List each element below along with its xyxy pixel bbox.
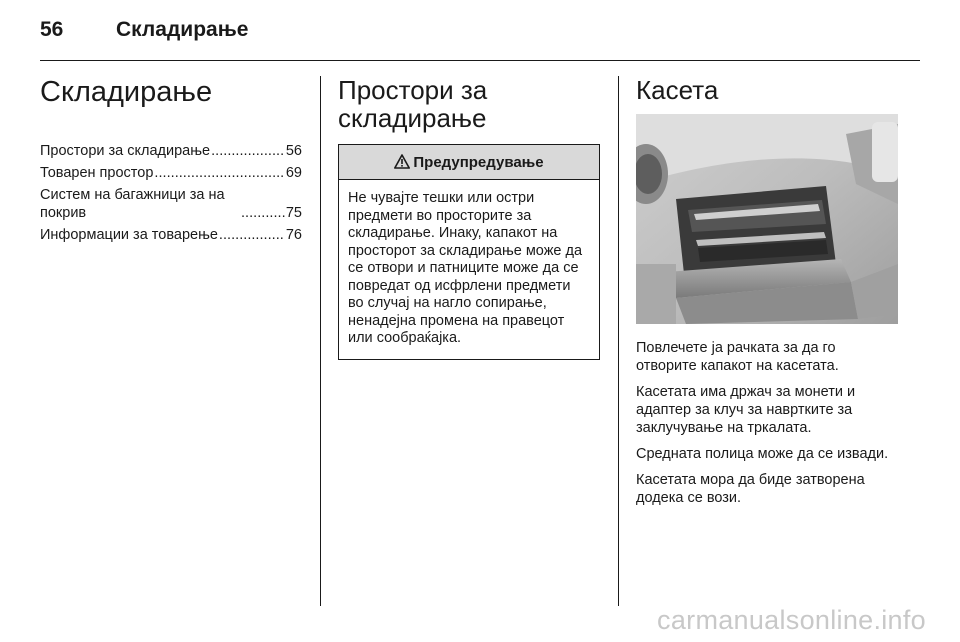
column-divider-2 bbox=[618, 76, 619, 606]
warning-box bbox=[338, 144, 600, 360]
toc-leader-dots bbox=[219, 226, 285, 244]
toc-entry-title[interactable]: Товарен простор bbox=[40, 165, 154, 181]
watermark: carmanualsonline.info bbox=[657, 605, 926, 635]
toc-entry-title[interactable]: Систем на багажници за на покрив bbox=[40, 187, 225, 221]
header-rule bbox=[40, 60, 920, 61]
page-header bbox=[40, 18, 248, 42]
toc-entry-title[interactable]: Простори за складирање bbox=[40, 143, 211, 159]
toc-entry[interactable] bbox=[40, 142, 302, 160]
toc-leader-dots bbox=[241, 204, 285, 222]
toc-entry-page[interactable]: 76 bbox=[285, 227, 302, 243]
paragraph: Касетата има држач за монети и адаптер за клуч за навртките за заклучување на тркалата. bbox=[636, 384, 856, 436]
toc-entry-page[interactable]: 56 bbox=[285, 143, 302, 159]
chapter-title: Складирање bbox=[40, 76, 213, 108]
toc-leader-dots bbox=[154, 164, 284, 182]
glovebox-photo bbox=[636, 114, 898, 324]
section-title: Складирање bbox=[116, 18, 249, 41]
warning-triangle-icon bbox=[394, 154, 410, 169]
section-heading-glovebox: Касета bbox=[636, 75, 719, 105]
toc-entry[interactable] bbox=[40, 226, 302, 244]
glovebox-column bbox=[636, 76, 898, 515]
paragraph: Средната полица може да се извади. bbox=[636, 446, 889, 462]
paragraph: Касетата мора да биде затворена додека се вози. bbox=[636, 472, 865, 506]
column-divider-1 bbox=[320, 76, 321, 606]
warning-heading: Предупредување bbox=[413, 154, 544, 171]
toc-entry-page[interactable]: 75 bbox=[285, 205, 302, 221]
storage-column bbox=[338, 76, 600, 360]
toc-leader-dots bbox=[211, 142, 285, 160]
toc-entry[interactable] bbox=[40, 164, 302, 182]
warning-header bbox=[339, 145, 599, 180]
paragraph: Повлечете ја рачката за да го отворите капакот на касетата. bbox=[636, 340, 839, 374]
toc-entry[interactable] bbox=[40, 186, 302, 222]
toc-entry-page[interactable]: 69 bbox=[285, 165, 302, 181]
page-number: 56 bbox=[40, 18, 64, 41]
toc-entry-title[interactable]: Информации за товарење bbox=[40, 227, 218, 243]
toc-column bbox=[40, 76, 302, 248]
section-heading-storage: Простори за складирање bbox=[338, 75, 488, 133]
warning-text: Не чувајте тешки или остри предмети во просторите за складирање. Инаку, капакот на просторот за складирање може да се отвори и патниците може да се повредат од исфрлени предмети во случај на нагло сопирање, ненадејна промена на правецот или сообраќајка. bbox=[348, 190, 583, 346]
table-of-contents bbox=[40, 142, 302, 244]
